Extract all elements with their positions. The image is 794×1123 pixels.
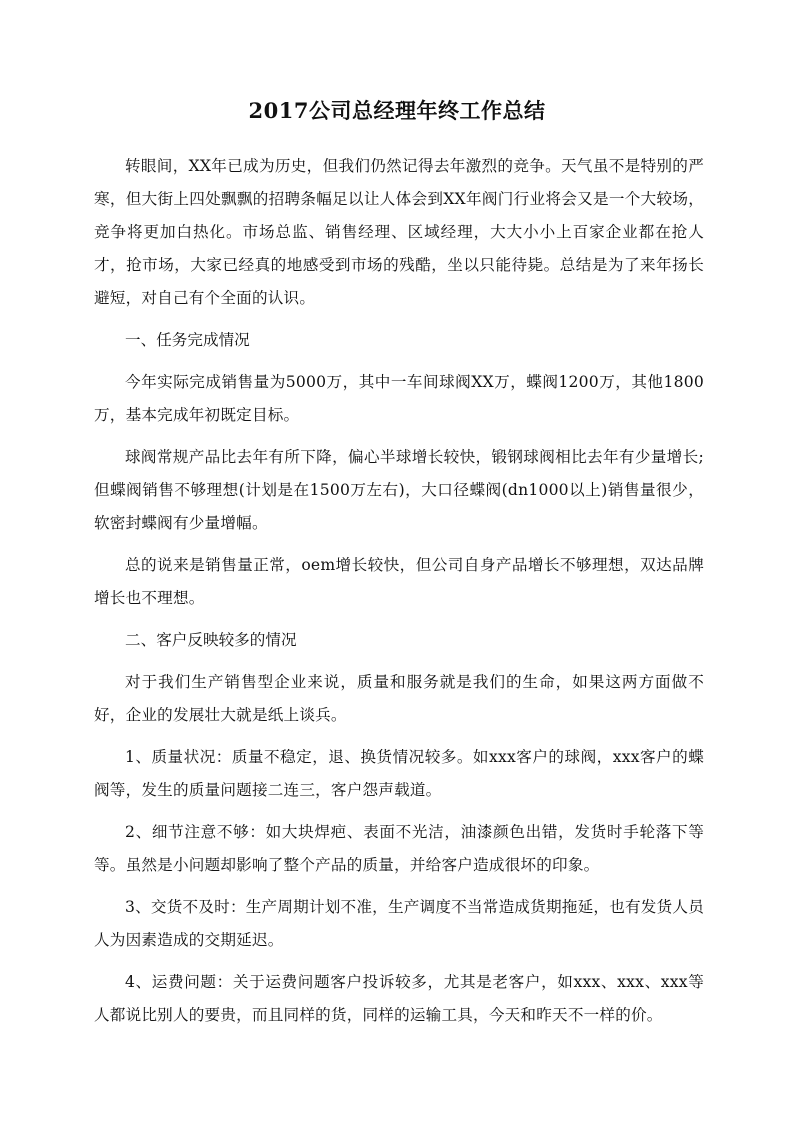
paragraph-sales-summary: 总的说来是销售量正常，oem增长较快，但公司自身产品增长不够理想，双达品牌增长也不理想。 xyxy=(94,556,704,607)
section-heading-customer-feedback: 二、客户反映较多的情况 xyxy=(125,631,297,649)
paragraph-intro: 转眼间，XX年已成为历史，但我们仍然记得去年激烈的竞争。天气虽不是特别的严寒，但大街上四处飘飘的招聘条幅足以让人体会到XX年阀门行业将会又是一个大较场，竞争将更加白热化。市场总监、销售经理、区域经理，大大小小上百家企业都在抢人才，抢市场，大家已经真的地感受到市场的残酷，坐以只能待毙。总结是为了来年扬长避短，对自己有个全面的认识。 xyxy=(94,157,704,307)
paragraph-sales-volume: 今年实际完成销售量为5000万，其中一车间球阀XX万，蝶阀1200万，其他1800万，基本完成年初既定目标。 xyxy=(94,373,704,424)
paragraph-product-analysis: 球阀常规产品比去年有所下降，偏心半球增长较快，锻钢球阀相比去年有少量增长;但蝶阀销售不够理想(计划是在1500万左右)，大口径蝶阀(dn1000以上)销售量很少，软密封蝶阀有少量增幅。 xyxy=(94,448,704,532)
paragraph-quality-service: 对于我们生产销售型企业来说，质量和服务就是我们的生命，如果这两方面做不好，企业的发展壮大就是纸上谈兵。 xyxy=(94,673,704,724)
document-title: 2017公司总经理年终工作总结 xyxy=(248,98,546,123)
document-body xyxy=(94,150,704,1041)
list-item-delivery-delay: 3、交货不及时：生产周期计划不准，生产调度不当常造成货期拖延，也有发货人员人为因素造成的交期延迟。 xyxy=(94,898,704,949)
list-item-freight-issue: 4、运费问题：关于运费问题客户投诉较多，尤其是老客户，如xxx、xxx、xxx等人都说比别人的要贵，而且同样的货，同样的运输工具，今天和昨天不一样的价。 xyxy=(94,973,704,1024)
list-item-quality-status: 1、质量状况：质量不稳定，退、换货情况较多。如xxx客户的球阀，xxx客户的蝶阀等，发生的质量问题接二连三，客户怨声载道。 xyxy=(94,748,704,799)
section-heading-task-completion: 一、任务完成情况 xyxy=(125,331,250,349)
list-item-detail-attention: 2、细节注意不够：如大块焊疤、表面不光洁，油漆颜色出错，发货时手轮落下等等。虽然是小问题却影响了整个产品的质量，并给客户造成很坏的印象。 xyxy=(94,823,704,874)
